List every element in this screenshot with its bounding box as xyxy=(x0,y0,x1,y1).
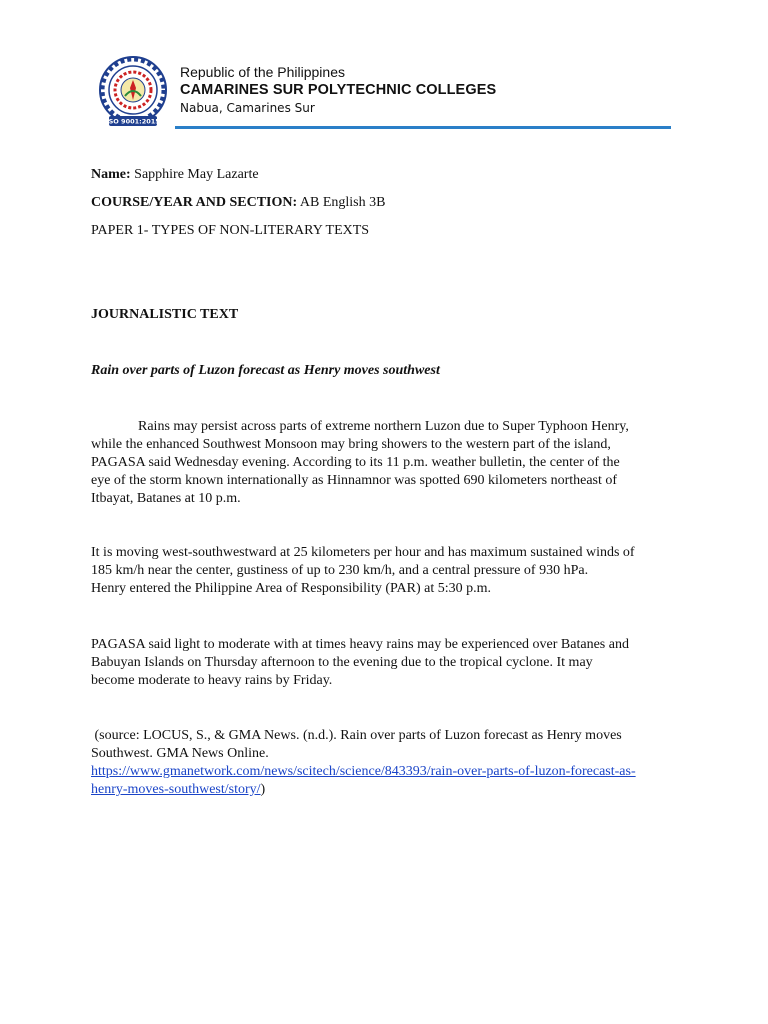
name-line xyxy=(91,166,259,184)
name-label: Name: xyxy=(91,167,131,182)
source-link-continued[interactable]: henry-moves-southwest/story/ xyxy=(91,782,261,797)
paper-title: PAPER 1- TYPES OF NON-LITERARY TEXTS xyxy=(91,223,370,238)
paragraph-line: Henry entered the Philippine Area of Responsibility (PAR) at 5:30 p.m. xyxy=(91,581,491,596)
iso-badge-text: ISO 9001:2015 xyxy=(106,117,160,126)
source-citation xyxy=(91,727,681,799)
paragraph-line: while the enhanced Southwest Monsoon may bring showers to the western part of the island, xyxy=(91,437,611,452)
course-value: AB English 3B xyxy=(299,195,386,210)
course-line xyxy=(91,194,385,212)
name-value: Sapphire May Lazarte xyxy=(134,167,259,182)
paragraph-line: It is moving west-southwestward at 25 kilometers per hour and has maximum sustained winds of xyxy=(91,545,635,560)
citation-link-line xyxy=(91,763,681,781)
article-title: Rain over parts of Luzon forecast as Henry moves southwest xyxy=(91,363,440,378)
citation-line: (source: LOCUS, S., & GMA News. (n.d.). Rain over parts of Luzon forecast as Henry moves xyxy=(91,728,622,743)
college-location: Nabua, Camarines Sur xyxy=(180,101,315,115)
paragraph-line: Babuyan Islands on Thursday afternoon to the evening due to the tropical cyclone. It may xyxy=(91,655,593,670)
paragraph-line: Rains may persist across parts of extreme northern Luzon due to Super Typhoon Henry, xyxy=(138,419,629,434)
section-heading: JOURNALISTIC TEXT xyxy=(91,307,239,322)
paragraph-1 xyxy=(91,418,681,508)
citation-close-paren: ) xyxy=(260,782,266,797)
paragraph-line: Itbayat, Batanes at 10 p.m. xyxy=(91,491,241,506)
college-seal-logo xyxy=(97,56,169,128)
paragraph-line: PAGASA said light to moderate with at times heavy rains may be experienced over Batanes and xyxy=(91,637,629,652)
header-divider xyxy=(175,126,671,129)
course-label: COURSE/YEAR AND SECTION: xyxy=(91,195,298,210)
citation-line: Southwest. GMA News Online. xyxy=(91,746,269,761)
paragraph-line: eye of the storm known internationally as Hinnamnor was spotted 690 kilometers northeast of xyxy=(91,473,618,488)
citation-link-line xyxy=(91,781,681,799)
paragraph-3 xyxy=(91,636,681,690)
republic-label: Republic of the Philippines xyxy=(180,64,345,80)
paragraph-line: become moderate to heavy rains by Friday. xyxy=(91,673,333,688)
college-name: CAMARINES SUR POLYTECHNIC COLLEGES xyxy=(180,82,497,98)
paragraph-2 xyxy=(91,544,681,598)
paragraph-line: 185 km/h near the center, gustiness of up to 230 km/h, and a central pressure of 930 hPa. xyxy=(91,563,589,578)
source-link[interactable]: https://www.gmanetwork.com/news/scitech/science/843393/rain-over-parts-of-luzon-forecast-as- xyxy=(91,764,636,779)
paragraph-line: PAGASA said Wednesday evening. According to its 11 p.m. weather bulletin, the center of the xyxy=(91,455,620,470)
